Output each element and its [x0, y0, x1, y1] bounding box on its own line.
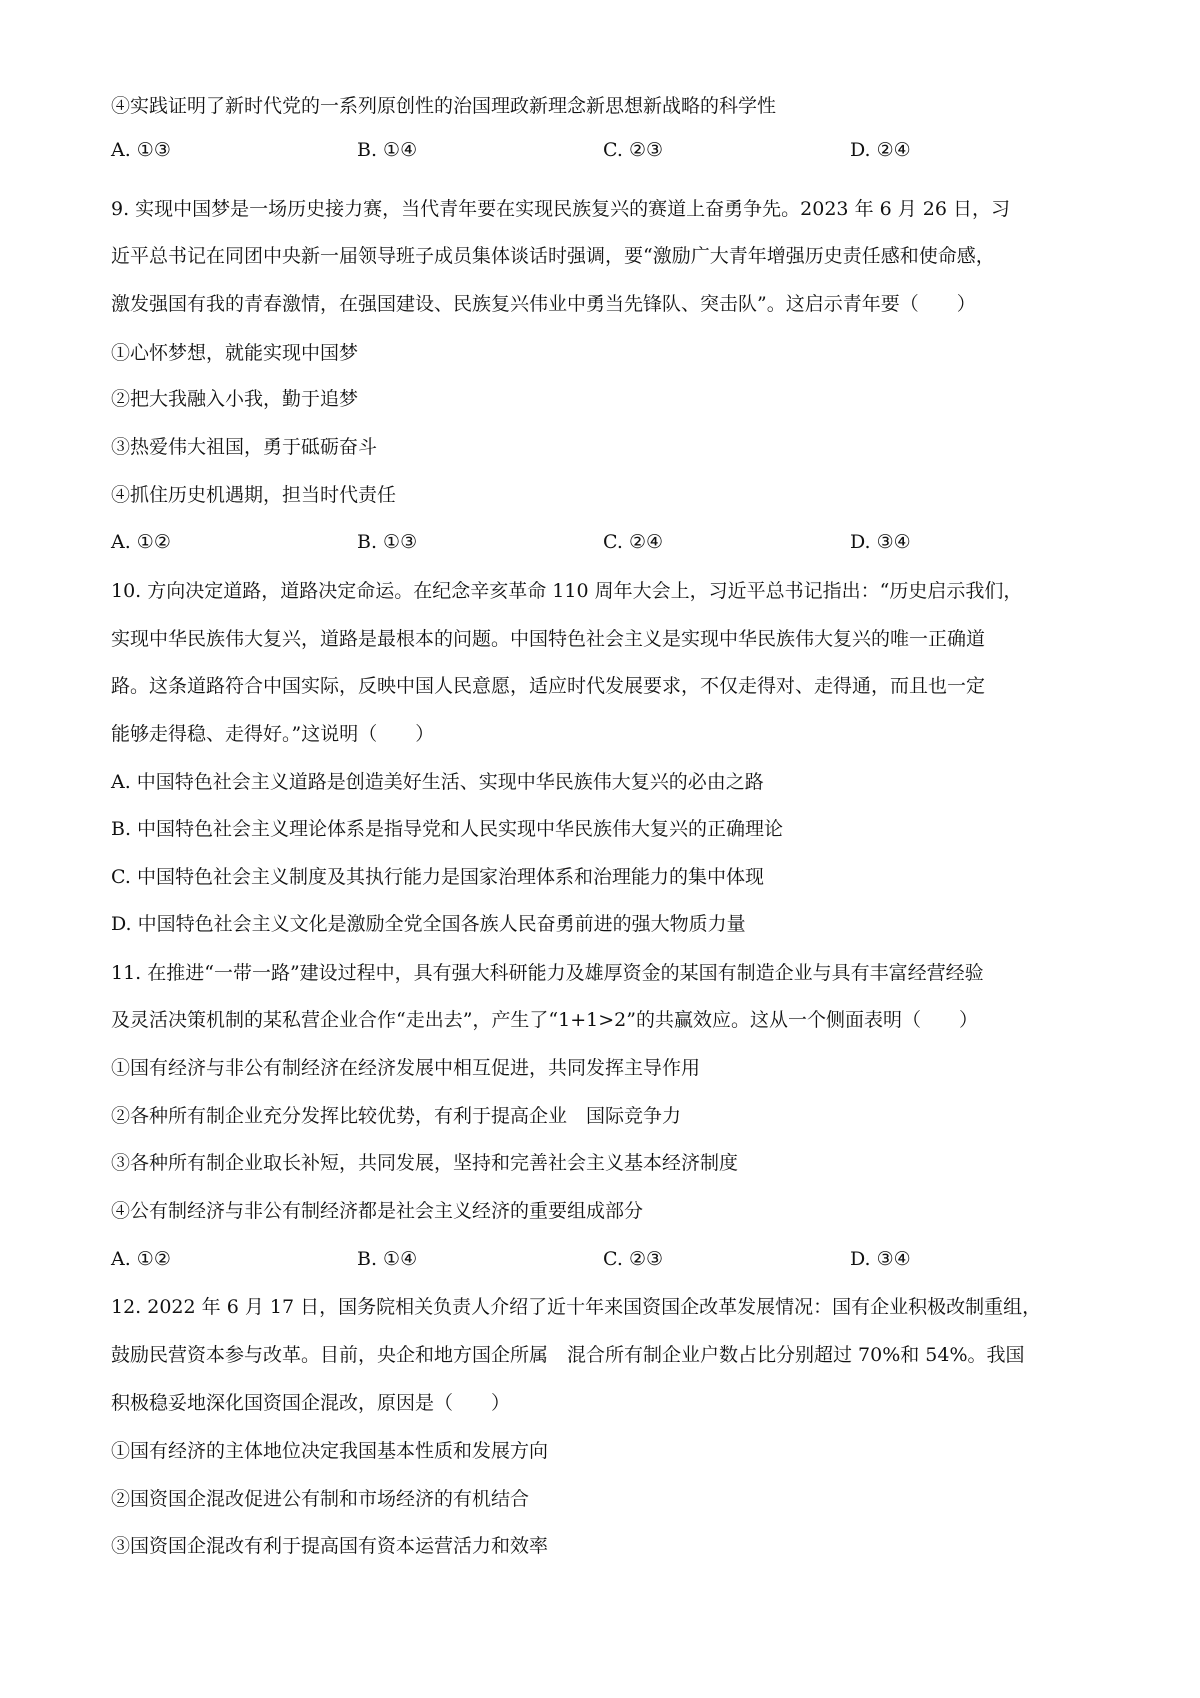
q9-option-c[interactable]: C. ②④: [603, 531, 664, 553]
q8-option-a[interactable]: A. ①③: [111, 139, 171, 161]
q10-option-b[interactable]: B. 中国特色社会主义理论体系是指导党和人民实现中华民族伟大复兴的正确理论: [111, 818, 784, 840]
q11-item-3: ③各种所有制企业取长补短，共同发展，坚持和完善社会主义基本经济制度: [111, 1152, 739, 1174]
q10-stem-line-1: 10. 方向决定道路，道路决定命运。在纪念辛亥革命 110 周年大会上，习近平总书记指出：“历史启示我们，: [111, 580, 1023, 602]
q8-options: [111, 137, 1111, 163]
q9-options: [111, 529, 1111, 555]
q10-stem-line-2: 实现中华民族伟大复兴，道路是最根本的问题。中国特色社会主义是实现中华民族伟大复兴的唯一正确道: [111, 628, 986, 650]
q11-item-2: ②各种所有制企业充分发挥比较优势，有利于提高企业 国际竞争力: [111, 1105, 682, 1127]
q11-option-a[interactable]: A. ①②: [111, 1248, 171, 1270]
q8-option-b[interactable]: B. ①④: [357, 139, 418, 161]
q10-option-d[interactable]: D. 中国特色社会主义文化是激励全党全国各族人民奋勇前进的强大物质力量: [111, 913, 746, 935]
q11-stem-line-1: 11. 在推进“一带一路”建设过程中，具有强大科研能力及雄厚资金的某国有制造企业与具有丰富经营经验: [111, 962, 984, 984]
q9-item-4: ④抓住历史机遇期，担当时代责任: [111, 484, 397, 506]
q9-option-a[interactable]: A. ①②: [111, 531, 171, 553]
q12-stem-line-2: 鼓励民营资本参与改革。目前，央企和地方国企所属 混合所有制企业户数占比分别超过 70%和 54%。我国: [111, 1344, 1025, 1366]
q12-item-3: ③国资国企混改有利于提高国有资本运营活力和效率: [111, 1535, 549, 1557]
q11-item-1: ①国有经济与非公有制经济在经济发展中相互促进，共同发挥主导作用: [111, 1057, 701, 1079]
q9-stem-line-3: 激发强国有我的青春激情，在强国建设、民族复兴伟业中勇当先锋队、突击队”。这启示青年要（ ）: [111, 293, 976, 315]
q9-stem-line-1: 9. 实现中国梦是一场历史接力赛，当代青年要在实现民族复兴的赛道上奋勇争先。2023 年 6 月 26 日，习: [111, 198, 1010, 220]
q9-option-d[interactable]: D. ③④: [850, 531, 911, 553]
q8-option-d[interactable]: D. ②④: [850, 139, 911, 161]
q10-option-a[interactable]: A. 中国特色社会主义道路是创造美好生活、实现中华民族伟大复兴的必由之路: [111, 771, 764, 793]
q10-stem-line-4: 能够走得稳、走得好。”这说明（ ）: [111, 723, 435, 745]
q9-stem-line-2: 近平总书记在同团中央新一届领导班子成员集体谈话时强调，要“激励广大青年增强历史责任感和使命感，: [111, 245, 995, 267]
q12-stem-line-3: 积极稳妥地深化国资国企混改，原因是（ ）: [111, 1392, 511, 1414]
q10-stem-line-3: 路。这条道路符合中国实际，反映中国人民意愿，适应时代发展要求，不仅走得对、走得通，而且也一定: [111, 675, 986, 697]
q11-option-c[interactable]: C. ②③: [603, 1248, 664, 1270]
q12-stem-line-1: 12. 2022 年 6 月 17 日，国务院相关负责人介绍了近十年来国资国企改革发展情况：国有企业积极改制重组，: [111, 1296, 1042, 1318]
q8-item-4: ④实践证明了新时代党的一系列原创性的治国理政新理念新思想新战略的科学性: [111, 95, 777, 117]
q11-option-b[interactable]: B. ①④: [357, 1248, 418, 1270]
q11-options: [111, 1246, 1111, 1272]
q8-option-c[interactable]: C. ②③: [603, 139, 664, 161]
q9-item-2: ②把大我融入小我，勤于追梦: [111, 388, 359, 410]
q12-item-2: ②国资国企混改促进公有制和市场经济的有机结合: [111, 1488, 530, 1510]
q12-item-1: ①国有经济的主体地位决定我国基本性质和发展方向: [111, 1440, 549, 1462]
q10-option-c[interactable]: C. 中国特色社会主义制度及其执行能力是国家治理体系和治理能力的集中体现: [111, 866, 764, 888]
q9-item-3: ③热爱伟大祖国，勇于砥砺奋斗: [111, 436, 378, 458]
q11-stem-line-2: 及灵活决策机制的某私营企业合作“走出去”，产生了“1+1>2”的共赢效应。这从一个侧面表明（ ）: [111, 1009, 978, 1031]
q9-option-b[interactable]: B. ①③: [357, 531, 418, 553]
q11-item-4: ④公有制经济与非公有制经济都是社会主义经济的重要组成部分: [111, 1200, 644, 1222]
q9-item-1: ①心怀梦想，就能实现中国梦: [111, 342, 359, 364]
q11-option-d[interactable]: D. ③④: [850, 1248, 911, 1270]
